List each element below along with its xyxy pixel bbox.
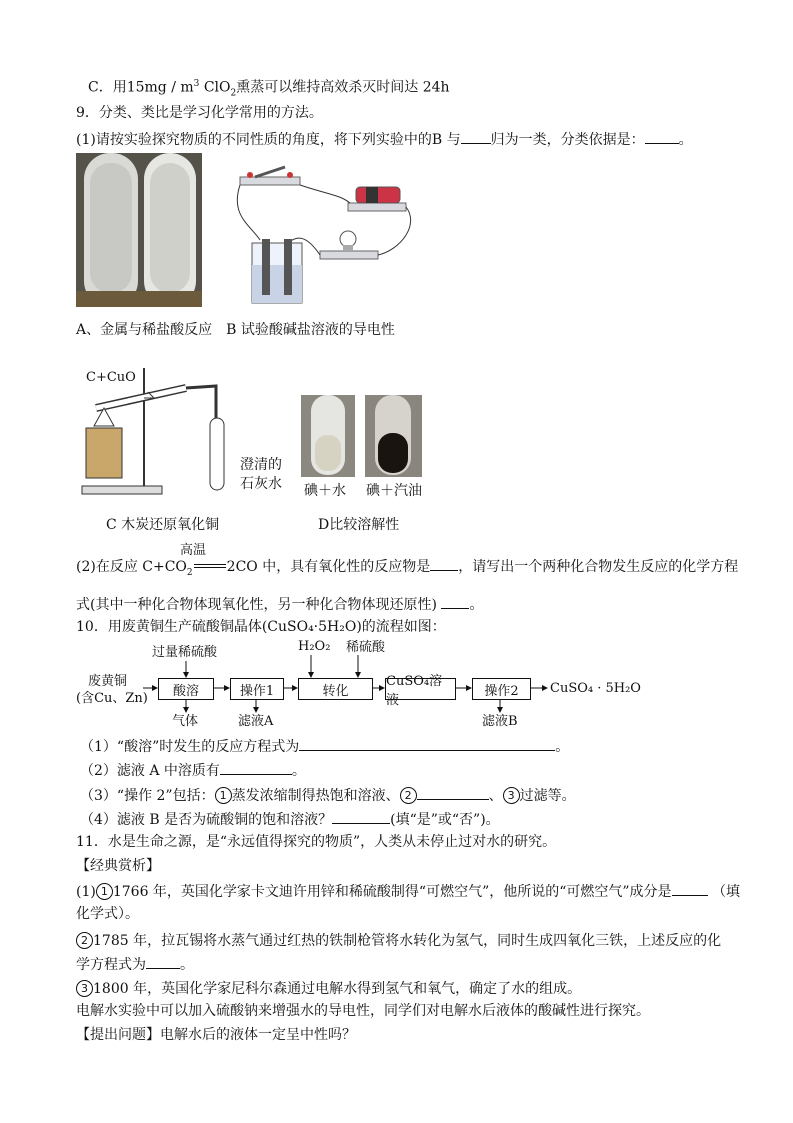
label-lime-water-2: 石灰水 <box>240 476 282 492</box>
flow-gas: 气体 <box>172 714 199 729</box>
caption-c: C 木炭还原氧化铜 <box>106 517 220 533</box>
flow-raw-1: 废黄铜 <box>88 674 128 689</box>
answer-blank[interactable] <box>146 956 180 969</box>
flow-product: CuSO₄ · 5H₂O <box>550 681 641 696</box>
flow-raw-2: (含Cu、Zn) <box>76 691 148 706</box>
label-lime-water-1: 澄清的 <box>240 457 282 473</box>
q9-part1: (1)请按实验探究物质的不同性质的角度，将下列实验中的B 与 归为一类，分类依据是： 。 <box>76 132 693 148</box>
caption-d: D比较溶解性 <box>318 517 400 533</box>
flow-box-cuso4: CuSO₄溶液 <box>385 678 456 700</box>
q11-title: 11．水是生命之源，是“永远值得探究的物质”，人类从未停止过对水的研究。 <box>76 834 557 850</box>
q10-sub3: （3）“操作 2”包括： 1 蒸发浓缩制得热饱和溶液、 2 、 3 过滤等。 <box>80 788 576 804</box>
label-iodine-water: 碘＋水 <box>304 483 346 499</box>
q11-question: 【提出问题】电解水后的液体一定呈中性吗？ <box>76 1027 356 1043</box>
answer-blank[interactable] <box>672 883 708 896</box>
flow-box-acid-dissolve: 酸溶 <box>158 678 214 700</box>
flow-dilute-label: 稀硫酸 <box>346 640 386 655</box>
label-iodine-gasoline: 碘＋汽油 <box>366 483 422 499</box>
q11-item1-cont: 化学式）。 <box>76 906 139 922</box>
q8-option-c: C．用$15mg / m^3$ ClO$_2$熏蒸可以维持高效杀灭时间达 24h <box>88 79 450 99</box>
q10-sub4: （4）滤液 B 是否为硫酸铜的饱和溶液？ (填“是”或“否”)。 <box>80 812 500 828</box>
answer-blank[interactable] <box>332 811 390 824</box>
flow-filtrate-b: 滤液B <box>482 714 518 729</box>
q11-item3: 3 1800 年，英国化学家尼科尔森通过电解水得到氢气和氧气，确定了水的组成。 <box>76 980 581 997</box>
q11-item2-cont: 学方程式为 。 <box>76 957 194 973</box>
q9-title: 9．分类、类比是学习化学常用的方法。 <box>76 105 323 121</box>
q9-part2: (2)在反应 $C+CO_2$ 2CO 中，具有氧化性的反应物是 ，请写出一个两种化合物发生反应的化学方程 <box>76 559 739 578</box>
flow-filtrate-a: 滤液A <box>238 714 274 729</box>
reaction-condition: 高温 <box>180 543 207 558</box>
q11-section: 【经典赏析】 <box>76 858 160 874</box>
flow-acid-label: 过量稀硫酸 <box>152 645 218 660</box>
label-c-cuo-text: C+CuO <box>86 370 136 385</box>
flow-box-convert: 转化 <box>298 678 373 700</box>
q9-part2-cont: 式(其中一种化合物体现氧化性，另一种化合物体现还原性) 。 <box>76 597 484 613</box>
flow-box-op1: 操作1 <box>230 678 284 700</box>
q10-sub1: （1）“酸溶”时发生的反应方程式为 。 <box>80 739 570 755</box>
flow-box-op2: 操作2 <box>472 678 531 700</box>
caption-a-b: A、金属与稀盐酸反应 B 试验酸碱盐溶液的导电性 <box>76 322 395 338</box>
q10-title: 10．用废黄铜生产硫酸铜晶体(CuSO₄·5H₂O)的流程如图： <box>76 619 446 635</box>
q10-sub2: （2）滤液 A 中溶质有 。 <box>80 763 306 779</box>
answer-blank[interactable] <box>220 762 292 775</box>
q11-item1: (1) 1 1766 年，英国化学家卡文迪许用锌和稀硫酸制得“可燃空气”，他所说的“可燃空气”成分是 （填 <box>76 884 741 900</box>
q11-paragraph: 电解水实验中可以加入硫酸钠来增强水的导电性，同学们对电解水后液体的酸碱性进行探究。 <box>76 1003 650 1019</box>
answer-blank[interactable] <box>299 738 555 751</box>
q11-item2: 2 1785 年，拉瓦锡将水蒸气通过红热的铁制枪管将水转化为氢气，同时生成四氧化三铁，上述反应的化 <box>76 932 721 949</box>
flow-h2o2-label: H₂O₂ <box>298 639 331 654</box>
answer-blank[interactable] <box>417 787 489 800</box>
